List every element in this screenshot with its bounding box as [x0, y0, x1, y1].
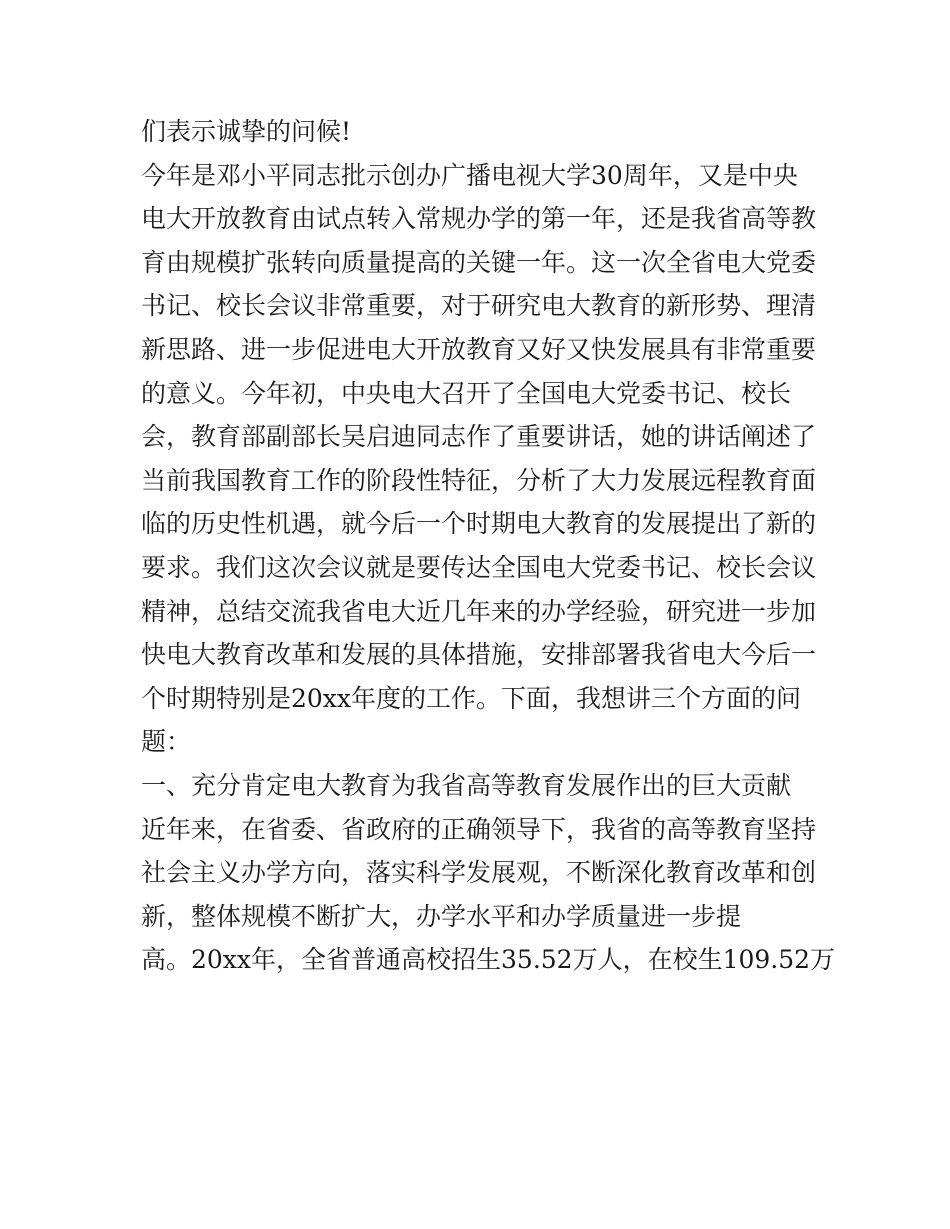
- text-line: 社会主义办学方向，落实科学发展观，不断深化教育改革和创: [141, 858, 817, 888]
- text-line: 电大开放教育由试点转入常规办学的第一年，还是我省高等教: [141, 204, 817, 234]
- text-line: 当前我国教育工作的阶段性特征，分析了大力发展远程教育面: [141, 465, 817, 495]
- text-line: 要求。我们这次会议就是要传达全国电大党委书记、校长会议: [141, 552, 817, 582]
- text-line: 的意义。今年初，中央电大召开了全国电大党委书记、校长: [141, 378, 792, 408]
- text-line: 新思路、进一步促进电大开放教育又好又快发展具有非常重要: [141, 334, 817, 364]
- text-line: 题：: [141, 727, 192, 757]
- text-line: 临的历史性机遇，就今后一个时期电大教育的发展提出了新的: [141, 509, 817, 539]
- text-line: 会，教育部副部长吴启迪同志作了重要讲话，她的讲话阐述了: [141, 422, 817, 452]
- text-line: 今年是邓小平同志批示创办广播电视大学30周年，又是中央: [141, 160, 798, 190]
- body-text: [141, 110, 836, 982]
- text-line: 新，整体规模不断扩大，办学水平和办学质量进一步提: [141, 901, 742, 931]
- text-line: 高。20xx年，全省普通高校招生35.52万人，在校生109.52万: [141, 945, 836, 975]
- text-line: 书记、校长会议非常重要，对于研究电大教育的新形势、理清: [141, 291, 817, 321]
- text-line: 个时期特别是20xx年度的工作。下面，我想讲三个方面的问: [141, 683, 802, 713]
- text-line: 精神，总结交流我省电大近几年来的办学经验，研究进一步加: [141, 596, 817, 626]
- text-line: 育由规模扩张转向质量提高的关键一年。这一次全省电大党委: [141, 247, 817, 277]
- text-line: 近年来，在省委、省政府的正确领导下，我省的高等教育坚持: [141, 814, 817, 844]
- text-line: 快电大教育改革和发展的具体措施，安排部署我省电大今后一: [141, 640, 817, 670]
- text-line: 们表示诚挚的问候!: [141, 117, 352, 146]
- section-heading: 一、充分肯定电大教育为我省高等教育发展作出的巨大贡献: [141, 770, 792, 800]
